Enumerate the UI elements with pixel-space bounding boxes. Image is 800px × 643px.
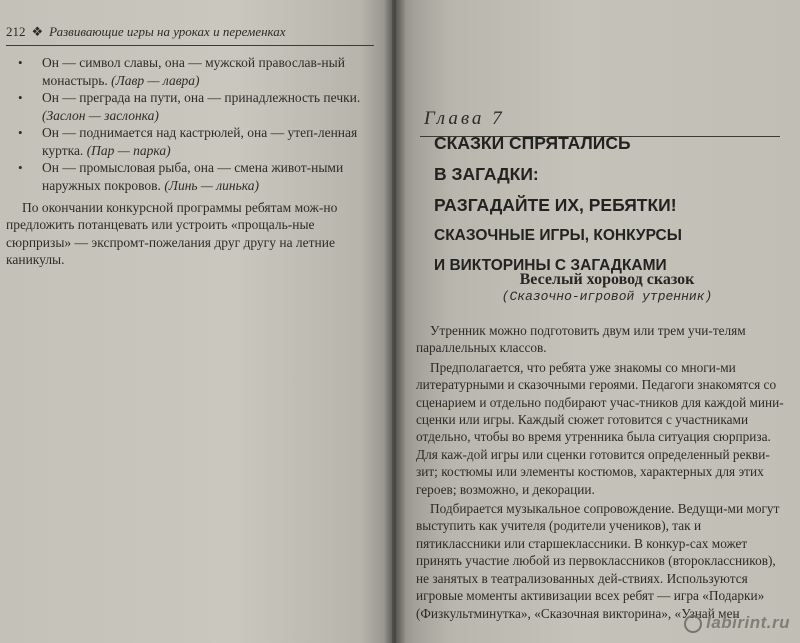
chapter-title-line: РАЗГАДАЙТЕ ИХ, РЕБЯТКИ! [434,195,677,215]
bullet-icon: • [18,90,23,105]
list-item [14,159,380,194]
watermark-logo-icon [684,615,702,633]
list-item [14,124,380,159]
riddle-text: Он — символ славы, она — мужской православ-ный монастырь. [42,55,345,88]
closing-paragraph: По окончании конкурсной программы ребятам мож-но предложить потанцевать или устроить «прощаль-ные сюрпризы» — экспромт-пожелания друг другу на летние каникулы. [6,199,338,267]
section-subtitle: (Сказочно-игровой утренник) [501,289,713,304]
riddle-text: Он — промысловая рыба, она — смена живот-ными наружных покровов. [42,160,344,193]
list-item [14,89,380,124]
watermark-text: labirint.ru [706,613,790,632]
book-spine [384,0,406,643]
paragraph: Предполагается, что ребята уже знакомы со многи-ми литературными и сказочными героями. Педагоги знакомятся со сценарием и отдельно подбирают учас-тников для каждой мини-сценки или игры. Каждый сюжет готовится с участниками отдельно, чтобы во время утренника была ситуация сюрприза. Для каж-дой игры или сценки готовится определенный рекви-зит; костюмы или элементы костюмов, характерных для этих героев; возможно, и декорации. [416,359,784,497]
paragraph: Утренник можно подготовить двум или трем учи-телям параллельных классов. [416,323,746,356]
riddle-text: Он — поднимается над кастрюлей, она — утеп-ленная куртка. [42,125,358,158]
bullet-icon: • [18,125,23,140]
section-title: Веселый хоровод сказок [519,271,695,288]
chapter-title-line: В ЗАГАДКИ: [434,164,539,184]
chapter-title-line: СКАЗКИ СПРЯТАЛИСЬ [434,133,631,153]
riddle-list [14,54,380,194]
ornament-icon: ❖ [31,24,44,39]
running-head [6,24,286,40]
running-head-title: Развивающие игры на уроках и переменках [49,24,286,39]
chapter-title-line: СКАЗОЧНЫЕ ИГРЫ, КОНКУРСЫ [434,227,682,244]
page-number: 212 [6,24,26,39]
running-head-rule [6,45,374,46]
paragraph: Подбирается музыкальное сопровождение. Ведущи-ми могут выступить как учителя (родители учеников), так и пятиклассники или старшеклассники. В конкур-сах может принять участие любой из первоклассников (второклассников), не занятых в театрализованных дей-ствиях. Используются игровые моменты активизации всех ребят — игра «Подарки» (Физкультминутка», «Сказочная викторина», «Узнай мен [416,501,780,621]
riddle-answer: (Лавр — лавра) [111,72,200,88]
bullet-icon: • [18,55,23,70]
bullet-icon: • [18,160,23,175]
riddle-answer: (Заслон — заслонка) [42,107,159,123]
riddle-answer: (Линь — линька) [164,177,259,193]
body-text [416,322,784,624]
chapter-title-line: И ВИКТОРИНЫ С ЗАГАДКАМИ [434,257,667,274]
watermark [684,613,790,633]
chapter-label: Глава 7 [424,108,505,129]
chapter-title [434,128,784,281]
list-item [14,54,380,89]
riddle-text: Он — преграда на пути, она — принадлежность печки. [42,90,361,105]
riddle-answer: (Пар — парка) [86,142,171,158]
